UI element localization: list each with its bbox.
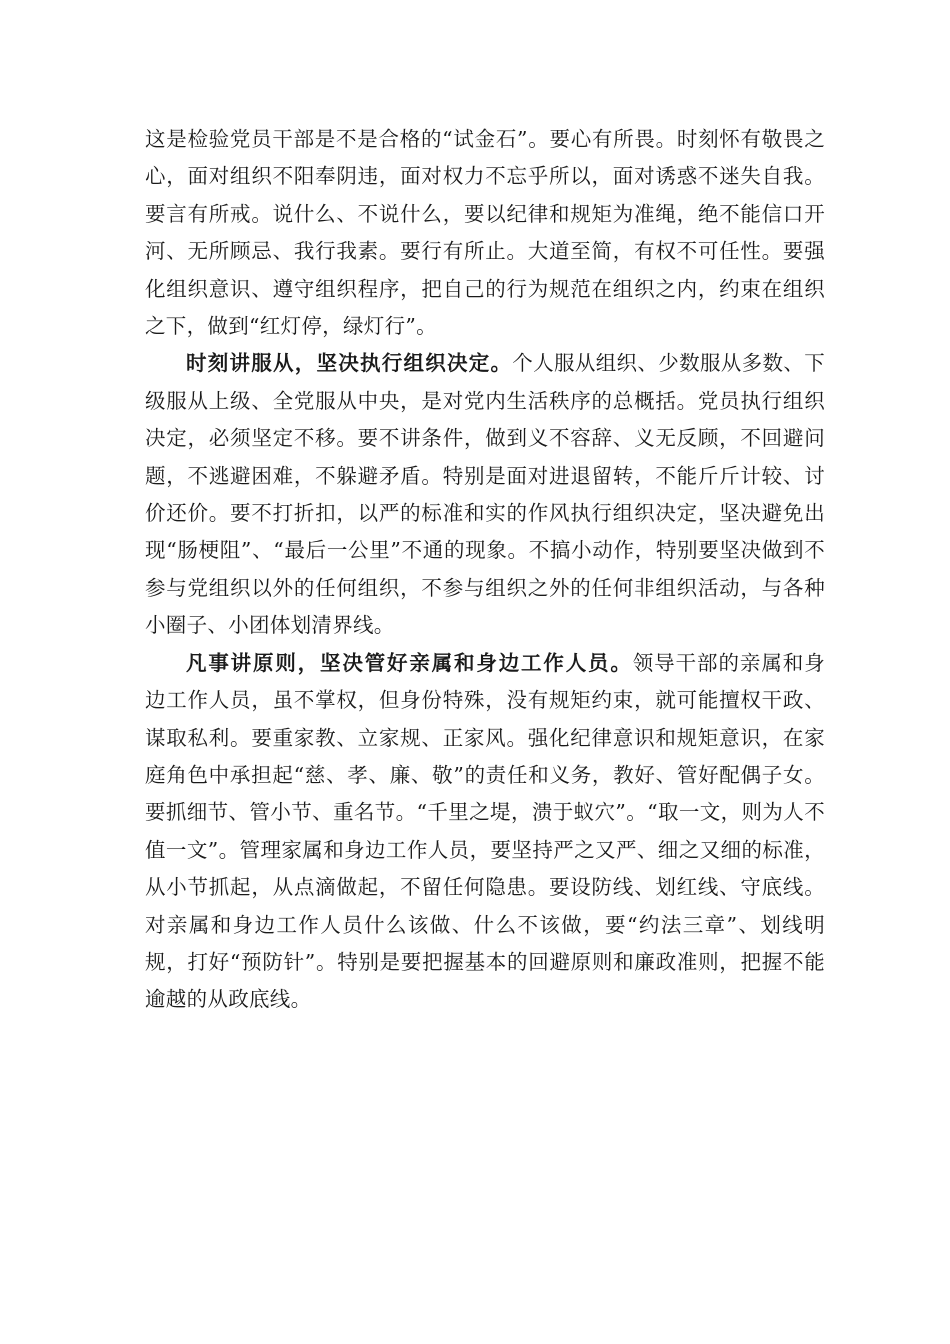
document-body — [145, 121, 825, 1019]
paragraph-text: 个人服从组织、少数服从多数、下级服从上级、全党服从中央，是对党内生活秩序的总概括。党员执行组织决定，必须坚定不移。要不讲条件，做到义不容辞、义无反顾，不回避问题，不逃避困难，不躲避矛盾。特别是面对进退留转，不能斤斤计较、讨价还价。要不打折扣，以严的标准和实的作风执行组织决定，坚决避免出现“肠梗阻”、“最后一公里”不通的现象。不搞小动作，特别要坚决做到不参与党组织以外的任何组织，不参与组织之外的任何非组织活动，与各种小圈子、小团体划清界线。 — [145, 351, 826, 638]
paragraph-continuation — [145, 121, 825, 345]
paragraph-principle — [145, 645, 825, 1019]
paragraph-lead-heading: 时刻讲服从，坚决执行组织决定。 — [186, 351, 513, 376]
paragraph-text: 这是检验党员干部是不是合格的“试金石”。要心有所畏。时刻怀有敬畏之心，面对组织不阳奉阴违，面对权力不忘乎所以，面对诱惑不迷失自我。要言有所戒。说什么、不说什么，要以纪律和规矩为准绳，绝不能信口开河、无所顾忌、我行我素。要行有所止。大道至简，有权不可任性。要强化组织意识、遵守组织程序，把自己的行为规范在组织之内，约束在组织之下，做到“红灯停，绿灯行”。 — [145, 127, 825, 339]
paragraph-text: 领导干部的亲属和身边工作人员，虽不掌权，但身份特殊，没有规矩约束，就可能擅权干政、谋取私利。要重家教、立家规、正家风。强化纪律意识和规矩意识，在家庭角色中承担起“慈、孝、廉、敬”的责任和义务，教好、管好配偶子女。要抓细节、管小节、重名节。“千里之堤，溃于蚁穴”。“取一文，则为人不值一文”。管理家属和身边工作人员，要坚持严之又严、细之又细的标准，从小节抓起，从点滴做起，不留任何隐患。要设防线、划红线、守底线。对亲属和身边工作人员什么该做、什么不该做，要“约法三章”、划线明规，打好“预防针”。特别是要把握基本的回避原则和廉政准则，把握不能逾越的从政底线。 — [145, 650, 826, 1012]
paragraph-obey — [145, 345, 825, 644]
paragraph-lead-heading: 凡事讲原则，坚决管好亲属和身边工作人员。 — [186, 650, 633, 675]
